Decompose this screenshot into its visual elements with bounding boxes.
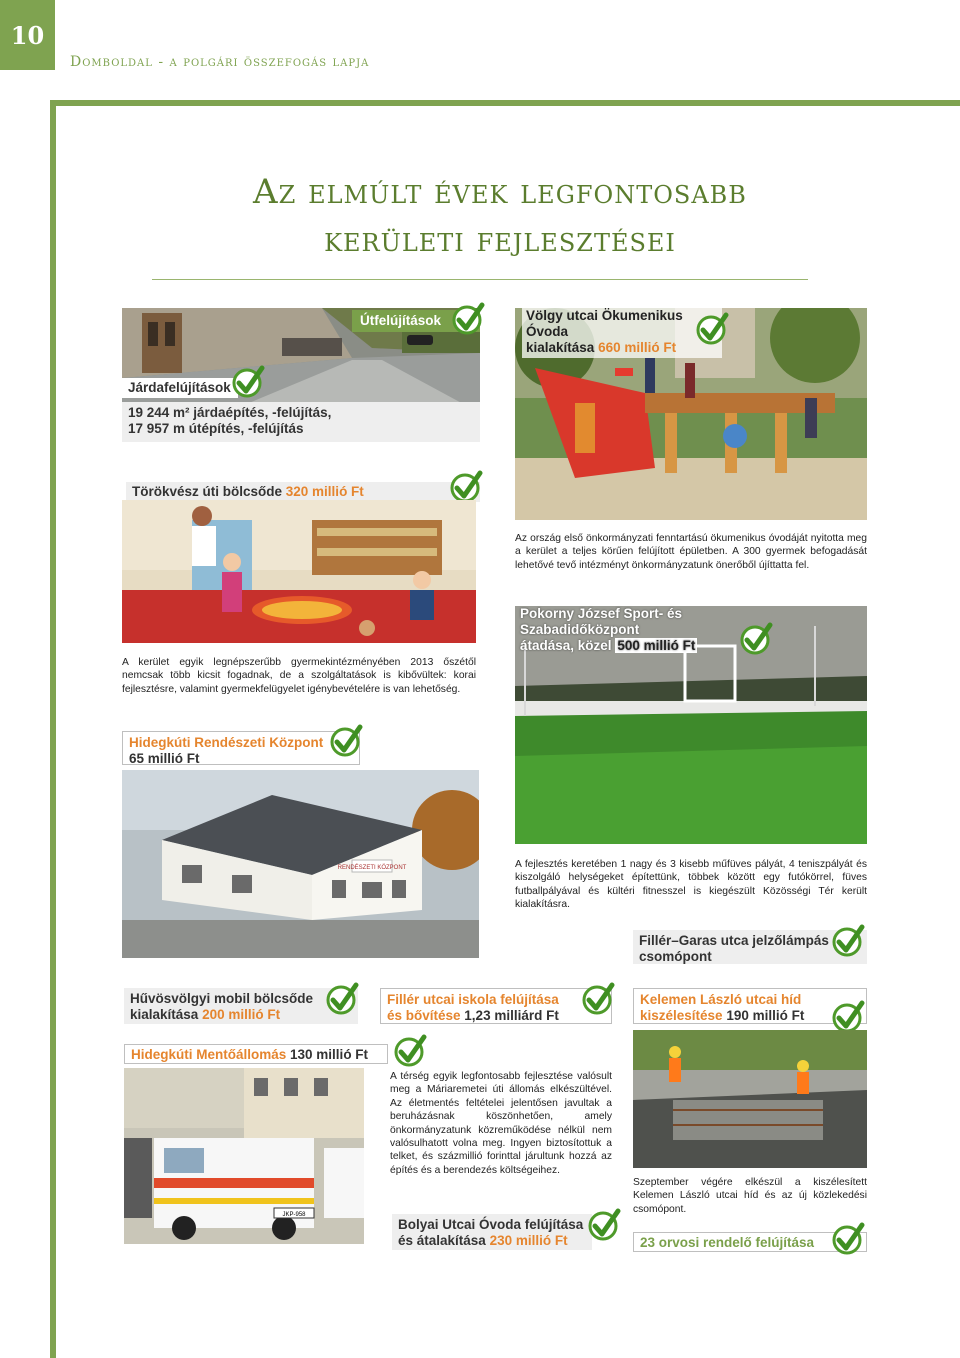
check-icon xyxy=(394,1034,428,1072)
ovoda-description: Az ország első önkormányzati fenntartású ökumenikus óvodáját nyitotta meg a kerület a teljes körűen felújított épületben. A 300 gyermek befogadását lehetővé tevő intézményt önkormányzatunk önerőből újíttatta fel. xyxy=(515,533,867,571)
pokorny-line-3-amount: 500 millió Ft xyxy=(617,638,696,653)
pokorny-label xyxy=(520,606,760,654)
rendeszeti-label xyxy=(122,731,360,765)
check-icon xyxy=(832,924,866,962)
page-title xyxy=(110,168,890,264)
jarda-details xyxy=(122,402,480,442)
huvosvolgyi-label xyxy=(124,988,358,1024)
ambulance-plate: JKP-958 xyxy=(282,1212,306,1218)
mentoallomas-description: A térség egyik legfontosabb fejlesztése valósult meg a Máriaremetei úti állomás elkészültével. Az életmentés feltételei jelentősen javultak a beruházásnak köszönhetően, amely önkormányzatunk közreműködése nélkül nem valósulhatott volna meg. Ingyen biztosítottuk a telket, és százmillió forinttal járultunk hozzá az építés és a berendezés költségeihez. xyxy=(390,1071,612,1176)
filler-lampa-line-2: csomópont xyxy=(639,949,712,964)
nursery-photo xyxy=(122,500,476,643)
title-line-2: kerületi fejlesztései xyxy=(324,220,676,260)
mentoallomas-label-pre: Hidegkúti Mentőállomás xyxy=(131,1047,291,1062)
bolcsode-label xyxy=(126,482,480,502)
bolcsode-label-amount: 320 millió Ft xyxy=(285,484,364,499)
bolcsode-description: A kerület egyik legnépszerűbb gyermekintézményében 2013 őszétől nemcsak több kicsit fogadnak, de a szolgáltatások is kibővültek: korai fejlesztésre, valamint gyermekfelügyelet igénybevételére is van lehetőség. xyxy=(122,657,476,695)
ovoda-line-2-amount: 660 millió Ft xyxy=(598,340,677,355)
jarda-label xyxy=(122,378,238,398)
check-icon xyxy=(232,365,266,403)
check-icon xyxy=(696,312,730,350)
bolyai-line-1: Bolyai Utcai Óvoda felújítása xyxy=(398,1217,584,1232)
rendeszeti-line-1: Hidegkúti Rendészeti Központ xyxy=(129,735,324,750)
filler-iskola-line-1: Fillér utcai iskola felújítása xyxy=(387,992,559,1007)
running-head: Domboldal - a polgári összefogás lapja xyxy=(70,54,370,70)
bridge-description: Szeptember végére elkészül a kiszélesített Kelemen László utcai híd és az új közlekedési csomópont. xyxy=(633,1177,867,1215)
check-icon xyxy=(832,1222,866,1260)
page-number: 10 xyxy=(0,0,55,70)
check-icon xyxy=(330,724,364,762)
filler-iskola-label xyxy=(380,988,612,1024)
jarda-line-1: 19 244 m² járdaépítés, -felújítás, xyxy=(128,405,332,420)
jarda-line-2: 17 957 m útépítés, -felújítás xyxy=(128,421,304,436)
pokorny-line-3-pre: átadása, közel xyxy=(520,638,616,653)
bolyai-label xyxy=(392,1214,592,1250)
mentoallomas-label-amount: 130 millió Ft xyxy=(290,1047,369,1062)
bolyai-line-2-amount: 230 millió Ft xyxy=(489,1233,568,1248)
pokorny-line-2: Szabadidőközpont xyxy=(520,622,640,637)
check-icon xyxy=(326,982,360,1020)
rendelo-label-text: 23 orvosi rendelő felújítása xyxy=(640,1235,815,1250)
bolcsode-label-pre: Törökvész úti bölcsőde xyxy=(132,484,286,499)
kelemen-line-1: Kelemen László utcai híd xyxy=(640,992,802,1007)
title-line-1: Az elmúlt évek legfontosabb xyxy=(253,172,747,212)
huvosvolgyi-line-1: Hűvösvölgyi mobil bölcsőde xyxy=(130,991,314,1006)
filler-iskola-line-2-pre: és bővítése xyxy=(387,1008,465,1023)
mentoallomas-label xyxy=(124,1044,388,1064)
bridge-construction-photo xyxy=(633,1030,867,1168)
jarda-label-text: Járdafelújítások xyxy=(128,380,231,395)
utfelujitasok-label-text: Útfelújítások xyxy=(360,313,442,328)
filler-iskola-line-2-amount: 1,23 milliárd Ft xyxy=(464,1008,559,1023)
check-icon xyxy=(588,1208,622,1246)
sports-description: A fejlesztés keretében 1 nagy és 3 kisebb műfüves pályát, 4 teniszpályát és kiszolgáló helységeket építettünk, többek között egy futókörrel, füves futballpályával és kültéri fitnesszel is kiegészült Közösségi Tér került kialakításra. xyxy=(515,859,867,911)
check-icon xyxy=(582,982,616,1020)
ovoda-line-1: Völgy utcai Ökumenikus Óvoda xyxy=(526,308,683,339)
filler-lampa-line-1: Fillér–Garas utca jelzőlámpás xyxy=(639,933,829,948)
title-rule xyxy=(152,279,808,280)
ovoda-line-2-pre: kialakítása xyxy=(526,340,599,355)
kelemen-line-2-pre: kiszélesítése xyxy=(640,1008,727,1023)
building-sign: RENDÉSZETI KÖZPONT xyxy=(337,865,407,871)
police-center-photo xyxy=(122,770,479,958)
ambulance-station-photo xyxy=(124,1068,364,1244)
ovoda-label xyxy=(522,306,722,358)
check-icon xyxy=(740,622,774,660)
check-icon xyxy=(452,302,486,340)
pokorny-line-1: Pokorny József Sport- és xyxy=(520,606,683,621)
rendeszeti-line-2: 65 millió Ft xyxy=(129,751,200,766)
kelemen-line-2-amount: 190 millió Ft xyxy=(726,1008,805,1023)
huvosvolgyi-line-2-pre: kialakítása xyxy=(130,1007,203,1022)
huvosvolgyi-line-2-amount: 200 millió Ft xyxy=(202,1007,281,1022)
bolyai-line-2-pre: és átalakítása xyxy=(398,1233,490,1248)
